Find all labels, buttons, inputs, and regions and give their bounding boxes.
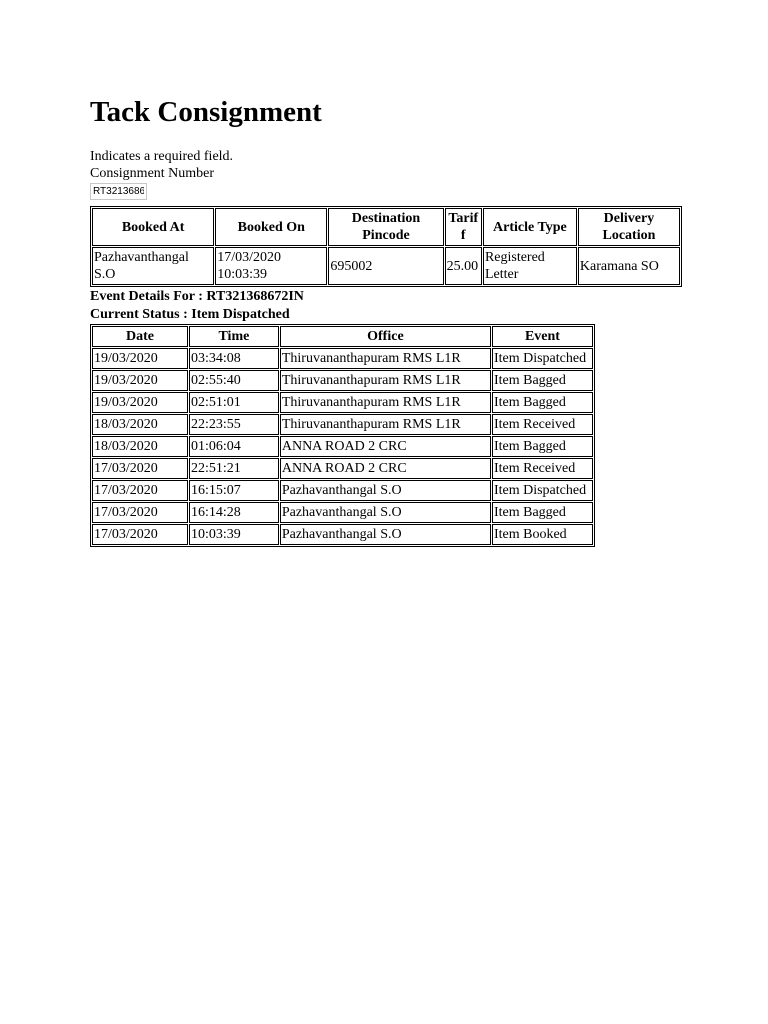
cell-booked-on: 17/03/2020 10:03:39 [215, 247, 327, 285]
event-office: Pazhavanthangal S.O [280, 524, 491, 545]
table-row [92, 458, 593, 479]
summary-row [92, 247, 680, 285]
event-name: Item Bagged [492, 436, 593, 457]
table-row [92, 348, 593, 369]
header-destination-pincode: Destination Pincode [328, 208, 443, 246]
table-row [92, 392, 593, 413]
current-status-label: Current Status : [90, 307, 188, 322]
tracking-page [90, 92, 690, 547]
event-date: 17/03/2020 [92, 458, 188, 479]
event-date: 17/03/2020 [92, 524, 188, 545]
event-office: Thiruvananthapuram RMS L1R [280, 370, 491, 391]
event-date: 19/03/2020 [92, 370, 188, 391]
event-name: Item Received [492, 414, 593, 435]
event-office: Pazhavanthangal S.O [280, 502, 491, 523]
event-date: 18/03/2020 [92, 436, 188, 457]
event-name: Item Dispatched [492, 480, 593, 501]
event-office: Thiruvananthapuram RMS L1R [280, 414, 491, 435]
header-delivery-location: Delivery Location [578, 208, 680, 246]
events-header-row [92, 326, 593, 347]
header-date: Date [92, 326, 188, 347]
event-details-number: RT321368672IN [206, 289, 304, 304]
event-time: 16:14:28 [189, 502, 279, 523]
cell-destination-pincode: 695002 [328, 247, 443, 285]
header-booked-at: Booked At [92, 208, 214, 246]
current-status-value: Item Dispatched [191, 307, 290, 322]
header-event: Event [492, 326, 593, 347]
event-office: Thiruvananthapuram RMS L1R [280, 392, 491, 413]
booking-summary-table [90, 206, 682, 287]
event-name: Item Bagged [492, 392, 593, 413]
event-time: 02:51:01 [189, 392, 279, 413]
event-office: Thiruvananthapuram RMS L1R [280, 348, 491, 369]
header-time: Time [189, 326, 279, 347]
table-row [92, 436, 593, 457]
event-date: 19/03/2020 [92, 348, 188, 369]
event-name: Item Bagged [492, 502, 593, 523]
event-details-label: Event Details For : [90, 289, 203, 304]
table-row [92, 370, 593, 391]
event-office: ANNA ROAD 2 CRC [280, 458, 491, 479]
event-office: ANNA ROAD 2 CRC [280, 436, 491, 457]
table-row [92, 414, 593, 435]
event-date: 17/03/2020 [92, 502, 188, 523]
event-office: Pazhavanthangal S.O [280, 480, 491, 501]
cell-tariff: 25.00 [445, 247, 482, 285]
cell-article-type: Registered Letter [483, 247, 577, 285]
event-time: 16:15:07 [189, 480, 279, 501]
table-row [92, 502, 593, 523]
header-article-type: Article Type [483, 208, 577, 246]
required-field-note: Indicates a required field. [90, 149, 234, 164]
event-time: 03:34:08 [189, 348, 279, 369]
cell-booked-at: Pazhavanthangal S.O [92, 247, 214, 285]
event-name: Item Dispatched [492, 348, 593, 369]
header-tariff: Tarif f [445, 208, 482, 246]
event-time: 01:06:04 [189, 436, 279, 457]
event-time: 22:23:55 [189, 414, 279, 435]
current-status [90, 306, 690, 324]
consignment-number-input[interactable] [90, 183, 147, 200]
page-title: Tack Consignment [90, 96, 322, 128]
summary-header-row [92, 208, 680, 246]
table-row [92, 524, 593, 545]
event-date: 18/03/2020 [92, 414, 188, 435]
event-name: Item Bagged [492, 370, 593, 391]
event-details-heading [90, 288, 690, 306]
event-time: 10:03:39 [189, 524, 279, 545]
event-time: 22:51:21 [189, 458, 279, 479]
event-date: 19/03/2020 [92, 392, 188, 413]
event-name: Item Received [492, 458, 593, 479]
consignment-number-label: Consignment Number [90, 166, 215, 181]
table-row [92, 480, 593, 501]
header-booked-on: Booked On [215, 208, 327, 246]
events-table [90, 324, 595, 547]
cell-delivery-location: Karamana SO [578, 247, 680, 285]
event-date: 17/03/2020 [92, 480, 188, 501]
event-name: Item Booked [492, 524, 593, 545]
event-time: 02:55:40 [189, 370, 279, 391]
header-office: Office [280, 326, 491, 347]
